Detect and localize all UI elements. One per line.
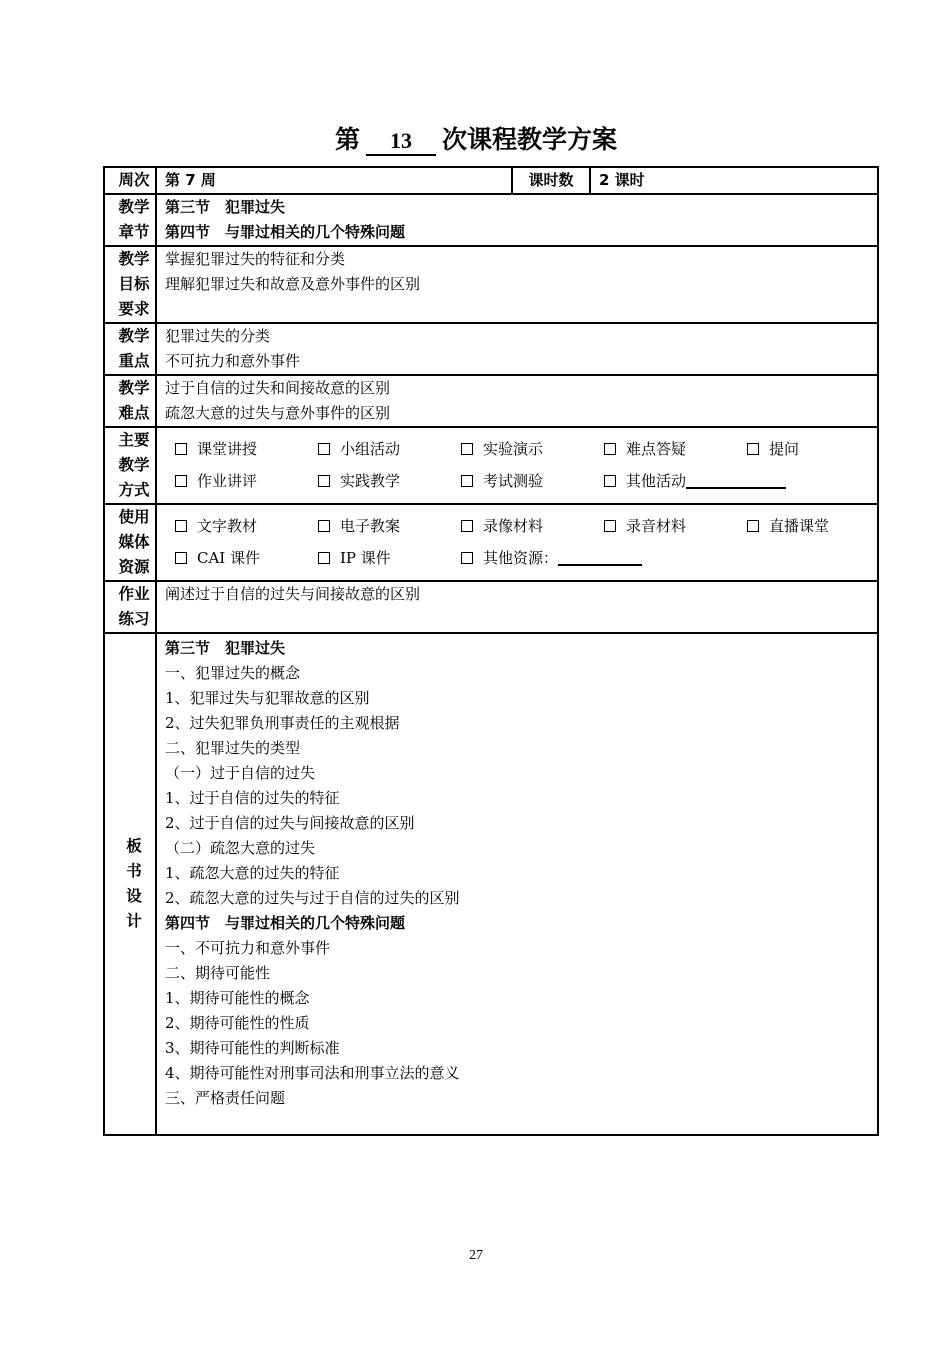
checkbox[interactable] (175, 475, 187, 487)
goal-line: 理解犯罪过失和故意及意外事件的区别 (165, 275, 421, 293)
option-label: 小组活动 (340, 440, 401, 458)
option-label: 电子教案 (340, 517, 401, 535)
board-line: 一、不可抗力和意外事件 (165, 939, 331, 957)
checkbox[interactable] (318, 443, 330, 455)
media-option[interactable] (175, 546, 318, 578)
method-option[interactable] (318, 437, 461, 469)
difficulty-line: 疏忽大意的过失与意外事件的区别 (165, 404, 391, 422)
chapter-content (156, 194, 878, 246)
page-title (0, 122, 952, 158)
media-option[interactable] (461, 514, 604, 546)
checkbox[interactable] (318, 552, 330, 564)
option-label: 课堂讲授 (197, 440, 258, 458)
page-number: 27 (469, 1248, 483, 1263)
option-label: 作业讲评 (197, 472, 258, 490)
label-line: 资源 (118, 558, 150, 576)
methods-content (156, 427, 878, 504)
option-label: 实践教学 (340, 472, 401, 490)
board-line: （二）疏忽大意的过失 (165, 839, 316, 857)
board-line: 一、犯罪过失的概念 (165, 664, 301, 682)
keypoint-line: 不可抗力和意外事件 (165, 352, 301, 370)
hours-value: 2 课时 (590, 167, 878, 194)
checkbox[interactable] (604, 475, 616, 487)
label-line: 教学 (118, 456, 150, 474)
board-line: 2、过于自信的过失与间接故意的区别 (165, 814, 415, 832)
title-suffix: 次课程教学方案 (442, 125, 618, 154)
row-week (104, 167, 878, 194)
board-line: 3、期待可能性的判断标准 (165, 1039, 340, 1057)
board-line: 三、严格责任问题 (165, 1089, 286, 1107)
row-chapter (104, 194, 878, 246)
label-line: 使用 (118, 508, 150, 526)
label-line: 难点 (118, 404, 150, 422)
media-option[interactable] (318, 546, 461, 578)
label-week: 周次 (104, 167, 156, 194)
checkbox[interactable] (747, 520, 759, 532)
row-keypoints (104, 323, 878, 375)
board-line: （一）过于自信的过失 (165, 764, 316, 782)
label-line: 作业 (118, 585, 150, 603)
keypoint-line: 犯罪过失的分类 (165, 327, 271, 345)
board-line: 1、期待可能性的概念 (165, 989, 310, 1007)
label-difficulties (104, 375, 156, 427)
label-line: 方式 (118, 481, 150, 499)
label-line: 媒体 (118, 533, 150, 551)
week-value: 第 7 周 (156, 167, 512, 194)
checkbox[interactable] (318, 475, 330, 487)
label-line: 要求 (118, 300, 150, 318)
label-line: 主要 (118, 431, 150, 449)
label-line: 书 (126, 862, 142, 880)
row-methods (104, 427, 878, 504)
other-resource-blank[interactable] (558, 548, 642, 566)
label-homework (104, 581, 156, 633)
row-homework (104, 581, 878, 633)
option-label: 其他活动 (626, 472, 687, 490)
media-option[interactable] (175, 514, 318, 546)
chapter-line: 第四节 与罪过相关的几个特殊问题 (165, 223, 406, 241)
label-line: 章节 (118, 223, 150, 241)
row-media (104, 504, 878, 581)
media-option[interactable] (461, 546, 681, 578)
lesson-plan-table (103, 166, 879, 1136)
media-option[interactable] (318, 514, 461, 546)
option-label: 难点答疑 (626, 440, 687, 458)
board-line: 2、过失犯罪负刑事责任的主观根据 (165, 714, 400, 732)
label-methods (104, 427, 156, 504)
media-option[interactable] (604, 514, 747, 546)
homework-content (156, 581, 878, 633)
label-goals (104, 246, 156, 323)
option-label: 提问 (769, 440, 800, 458)
label-line: 教学 (118, 250, 150, 268)
row-board (104, 633, 878, 1135)
board-line: 2、疏忽大意的过失与过于自信的过失的区别 (165, 889, 460, 907)
board-line: 二、期待可能性 (165, 964, 271, 982)
keypoints-content (156, 323, 878, 375)
board-line: 1、犯罪过失与犯罪故意的区别 (165, 689, 370, 707)
checkbox[interactable] (747, 443, 759, 455)
label-line: 板 (126, 837, 142, 855)
method-option[interactable] (175, 437, 318, 469)
option-label: 考试测验 (483, 472, 544, 490)
option-label: CAI 课件 (197, 549, 261, 567)
board-section-heading: 第四节 与罪过相关的几个特殊问题 (165, 914, 406, 932)
label-line: 计 (126, 912, 142, 930)
option-label: IP 课件 (340, 549, 391, 567)
media-option[interactable] (747, 514, 847, 546)
checkbox[interactable] (461, 552, 473, 564)
media-content (156, 504, 878, 581)
label-line: 教学 (118, 327, 150, 345)
label-chapter (104, 194, 156, 246)
option-label: 录音材料 (626, 517, 687, 535)
option-label: 录像材料 (483, 517, 544, 535)
row-goals (104, 246, 878, 323)
method-option[interactable] (318, 469, 461, 501)
board-line: 1、过于自信的过失的特征 (165, 789, 340, 807)
goals-content (156, 246, 878, 323)
method-option[interactable] (175, 469, 318, 501)
checkbox[interactable] (461, 475, 473, 487)
checkbox[interactable] (318, 520, 330, 532)
board-line: 4、期待可能性对刑事司法和刑事立法的意义 (165, 1064, 460, 1082)
label-line: 教学 (118, 198, 150, 216)
hours-label: 课时数 (512, 167, 590, 194)
lesson-number: 13 (366, 128, 436, 156)
label-line: 设 (126, 887, 142, 905)
goal-line: 掌握犯罪过失的特征和分类 (165, 250, 346, 268)
label-media (104, 504, 156, 581)
label-keypoints (104, 323, 156, 375)
difficulties-content (156, 375, 878, 427)
board-line: 2、期待可能性的性质 (165, 1014, 310, 1032)
homework-line: 阐述过于自信的过失与间接故意的区别 (165, 585, 421, 603)
method-option[interactable] (461, 437, 604, 469)
board-line: 1、疏忽大意的过失的特征 (165, 864, 340, 882)
label-line: 教学 (118, 379, 150, 397)
chapter-line: 第三节 犯罪过失 (165, 198, 286, 216)
label-board (104, 633, 156, 1135)
board-section-heading: 第三节 犯罪过失 (165, 639, 286, 657)
option-label: 其他资源： (483, 549, 559, 567)
checkbox[interactable] (461, 520, 473, 532)
board-line: 二、犯罪过失的类型 (165, 739, 301, 757)
difficulty-line: 过于自信的过失和间接故意的区别 (165, 379, 391, 397)
other-activity-blank[interactable] (686, 471, 786, 489)
method-option[interactable] (604, 469, 824, 501)
label-line: 目标 (118, 275, 150, 293)
option-label: 文字教材 (197, 517, 258, 535)
checkbox[interactable] (604, 520, 616, 532)
checkbox[interactable] (175, 443, 187, 455)
method-option[interactable] (461, 469, 604, 501)
option-label: 实验演示 (483, 440, 544, 458)
method-option[interactable] (747, 437, 847, 469)
board-content (156, 633, 878, 1135)
checkbox[interactable] (175, 552, 187, 564)
row-difficulties (104, 375, 878, 427)
checkbox[interactable] (604, 443, 616, 455)
title-prefix: 第 (334, 125, 360, 154)
label-line: 重点 (118, 352, 150, 370)
method-option[interactable] (604, 437, 747, 469)
option-label: 直播课堂 (769, 517, 830, 535)
checkbox[interactable] (175, 520, 187, 532)
checkbox[interactable] (461, 443, 473, 455)
label-line: 练习 (118, 610, 150, 628)
